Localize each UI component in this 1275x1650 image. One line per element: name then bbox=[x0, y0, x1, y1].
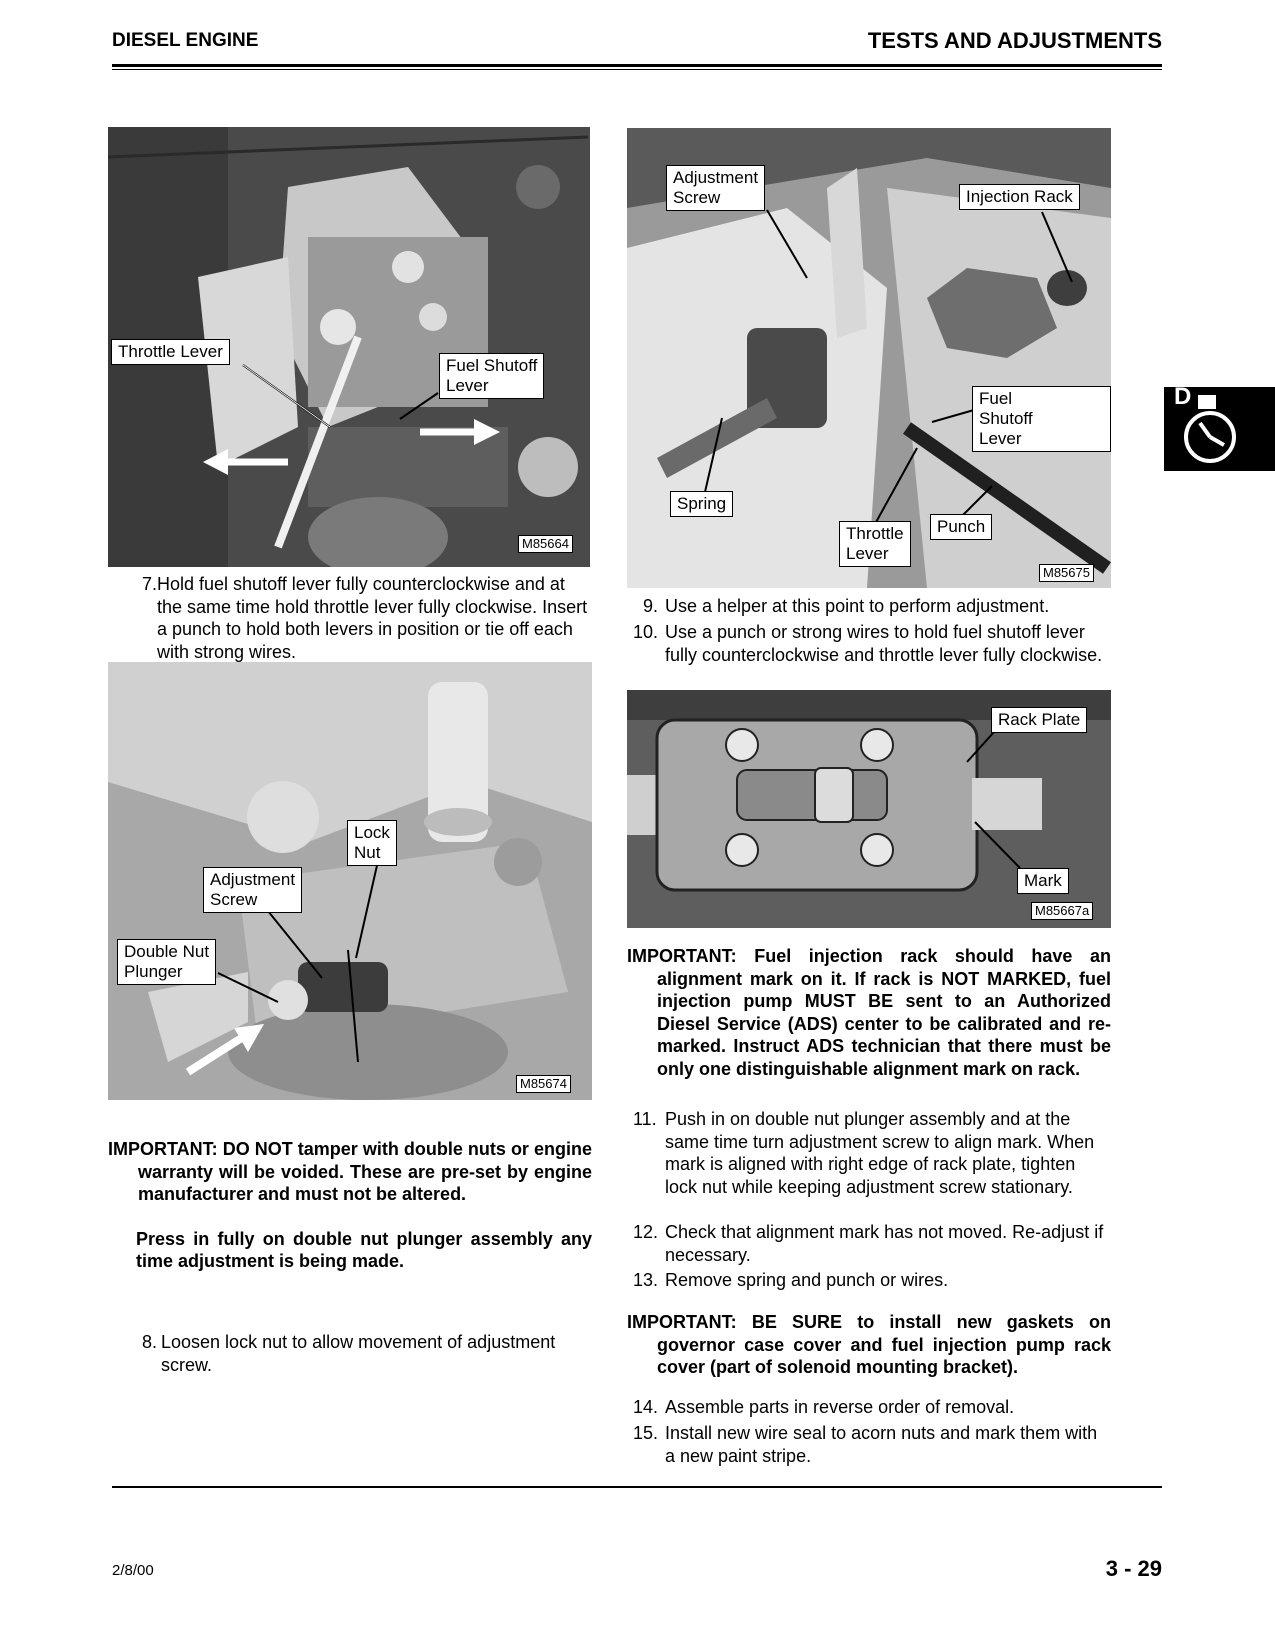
section-tab bbox=[1164, 383, 1275, 471]
step-15 bbox=[633, 1422, 1111, 1467]
figure-id: M85674 bbox=[516, 1075, 571, 1093]
step-number: 11. bbox=[633, 1109, 657, 1129]
photo-graphic bbox=[108, 662, 592, 1100]
step-number: 13. bbox=[633, 1270, 659, 1290]
callout-double-nut-plunger: Double Nut Plunger bbox=[117, 939, 216, 985]
step-text: Install new wire seal to acorn nuts and mark them with a new paint stripe. bbox=[665, 1423, 1098, 1466]
step-text: Use a helper at this point to perform adjustment. bbox=[665, 596, 1050, 616]
footer-date: 2/8/00 bbox=[112, 1562, 154, 1579]
important-text: IMPORTANT: BE SURE to install new gaskets on governor case cover and fuel injection pump rack cover (part of solenoid mounting bracket). bbox=[627, 1312, 1111, 1377]
step-10 bbox=[633, 621, 1111, 666]
photo-rack-plate-mark bbox=[627, 690, 1111, 928]
step-text: Use a punch or strong wires to hold fuel shutoff lever fully counterclockwise and throttle lever fully clockwise. bbox=[665, 622, 1103, 665]
important-note-gaskets bbox=[627, 1311, 1111, 1379]
step-12 bbox=[633, 1221, 1111, 1266]
callout-throttle-lever: Throttle Lever bbox=[111, 339, 230, 365]
step-number: 10. bbox=[633, 622, 659, 642]
important-text: IMPORTANT: Fuel injection rack should have an alignment mark on it. If rack is NOT MARKED, fuel injection pump MUST BE sent to an Authorized Diesel Service (ADS) center to be calibrated and re-marked. Instruct ADS technician that there must be only one distinguishable alignment mark on rack. bbox=[627, 946, 1111, 1079]
step-14 bbox=[633, 1396, 1111, 1419]
callout-adjustment-screw: Adjustment Screw bbox=[666, 165, 765, 211]
callout-mark: Mark bbox=[1017, 868, 1069, 894]
step-text: Assemble parts in reverse order of removal. bbox=[665, 1397, 1015, 1417]
step-text: Hold fuel shutoff lever fully counterclockwise and at the same time hold throttle lever fully clockwise. Insert a punch to hold both levers in position or tie off each with strong wires. bbox=[157, 574, 588, 662]
callout-punch: Punch bbox=[930, 514, 992, 540]
callout-rack-plate: Rack Plate bbox=[991, 707, 1087, 733]
figure-id: M85667a bbox=[1031, 902, 1093, 920]
step-number: 8. bbox=[142, 1332, 158, 1352]
important-note-double-nuts bbox=[108, 1138, 592, 1273]
step-number: 9. bbox=[643, 596, 659, 616]
step-text: Loosen lock nut to allow movement of adjustment screw. bbox=[161, 1332, 556, 1375]
important-note-alignment-mark bbox=[627, 945, 1111, 1080]
step-9 bbox=[633, 595, 1111, 618]
callout-fuel-shutoff-lever: Fuel Shutoff Lever bbox=[972, 386, 1111, 452]
photo-double-nut-plunger bbox=[108, 662, 592, 1100]
step-number: 12. bbox=[633, 1222, 659, 1242]
section-tab-letter: D bbox=[1174, 383, 1192, 410]
callout-lock-nut: Lock Nut bbox=[347, 820, 397, 866]
step-text: Push in on double nut plunger assembly and at the same time turn adjustment screw to align mark. When mark is aligned with right edge of rack plate, tighten lock nut while keeping adjustment screw stationary. bbox=[665, 1109, 1095, 1197]
step-number: 14. bbox=[633, 1397, 659, 1417]
tests-adjustments-icon bbox=[1176, 393, 1246, 465]
important-text: IMPORTANT: DO NOT tamper with double nuts or engine warranty will be voided. These are pre-set by engine manufacturer and must not be altered. bbox=[108, 1139, 592, 1204]
header-rule-thin bbox=[112, 69, 1162, 70]
callout-injection-rack: Injection Rack bbox=[959, 184, 1080, 210]
callout-spring: Spring bbox=[670, 491, 733, 517]
photo-injection-rack-adjustment bbox=[627, 128, 1111, 588]
step-7 bbox=[119, 573, 591, 663]
callout-adjustment-screw: Adjustment Screw bbox=[203, 867, 302, 913]
step-8 bbox=[119, 1331, 585, 1376]
header-section-title: DIESEL ENGINE bbox=[112, 30, 259, 51]
figure-id: M85664 bbox=[518, 535, 573, 553]
header-rule-thick bbox=[112, 64, 1162, 67]
step-13 bbox=[633, 1269, 1111, 1292]
step-number: 15. bbox=[633, 1423, 659, 1443]
figure-id: M85675 bbox=[1039, 564, 1094, 582]
step-text: Remove spring and punch or wires. bbox=[665, 1270, 949, 1290]
page-number: 3 - 29 bbox=[1105, 1556, 1162, 1581]
footer-rule bbox=[112, 1486, 1162, 1488]
callout-fuel-shutoff-lever: Fuel Shutoff Lever bbox=[439, 353, 544, 399]
header-chapter-title: TESTS AND ADJUSTMENTS bbox=[867, 28, 1162, 53]
photo-throttle-fuel-levers bbox=[108, 127, 590, 567]
step-number: 7. bbox=[142, 574, 158, 594]
callout-throttle-lever: Throttle Lever bbox=[839, 521, 911, 567]
step-text: Check that alignment mark has not moved. Re-adjust if necessary. bbox=[665, 1222, 1104, 1265]
step-11 bbox=[633, 1108, 1111, 1198]
important-text-press: Press in fully on double nut plunger assembly any time adjustment is being made. bbox=[136, 1228, 592, 1271]
